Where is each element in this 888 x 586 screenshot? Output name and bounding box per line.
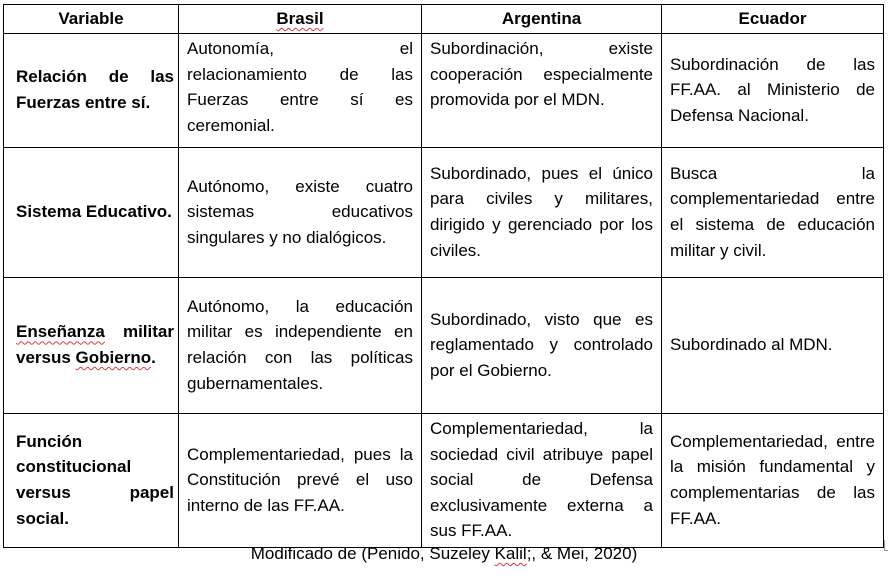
header-argentina: Argentina <box>422 5 662 34</box>
header-brasil <box>179 5 422 34</box>
header-row <box>4 5 884 34</box>
argentina-cell: Subordinado, visto que es reglamentado y controlado por el Gobierno. <box>422 278 662 414</box>
row-variable-cell <box>4 278 179 414</box>
row-variable-cell: Función constitucional versus papel social. <box>4 414 179 548</box>
argentina-cell: Complementariedad, la sociedad civil atribuye papel social de Defensa exclusivamente externa a sus FF.AA. <box>422 414 662 548</box>
caption-underlined: Kalil <box>494 544 527 563</box>
ecuador-cell: Busca la complementariedad entre el sistema de educación militar y civil. <box>662 148 884 278</box>
row-variable-cell: Sistema Educativo. <box>4 148 179 278</box>
variable-words-middle: militar versus <box>16 322 174 367</box>
table-caption <box>0 543 888 565</box>
header-brasil-label: Brasil <box>276 9 324 28</box>
table-row <box>4 34 884 148</box>
caption-after: ;, & Mei, 2020) <box>526 544 638 563</box>
comparison-table <box>3 4 884 548</box>
brasil-cell: Complementariedad, pues la Constitución prevé el uso interno de las FF.AA. <box>179 414 422 548</box>
ecuador-cell: Subordinación de las FF.AA. al Ministerio de Defensa Nacional. <box>662 34 884 148</box>
caption-before: Modificado de (Penido, Suzeley <box>250 544 495 563</box>
header-ecuador: Ecuador <box>662 5 884 34</box>
page-corner-mark <box>884 540 888 551</box>
header-variable: Variable <box>4 5 179 34</box>
brasil-cell: Autónomo, existe cuatro sistemas educativos singulares y no dialógicos. <box>179 148 422 278</box>
variable-word-gobierno: Gobierno <box>75 348 152 367</box>
argentina-cell: Subordinado, pues el único para civiles y militares, dirigido y gerenciado por los civiles. <box>422 148 662 278</box>
ecuador-cell: Complementariedad, entre la misión fundamental y complementarias de las FF.AA. <box>662 414 884 548</box>
brasil-cell: Autonomía, el relacionamiento de las Fuerzas entre sí es ceremonial. <box>179 34 422 148</box>
variable-period: . <box>151 348 156 367</box>
row-variable-cell: Relación de las Fuerzas entre sí. <box>4 34 179 148</box>
table-row <box>4 148 884 278</box>
variable-word-ensenanza: Enseñanza <box>16 322 105 342</box>
brasil-cell: Autónomo, la educación militar es independiente en relación con las políticas gubernamentales. <box>179 278 422 414</box>
ecuador-cell: Subordinado al MDN. <box>662 278 884 414</box>
table-row <box>4 278 884 414</box>
argentina-cell: Subordinación, existe cooperación especialmente promovida por el MDN. <box>422 34 662 148</box>
table-row <box>4 414 884 548</box>
